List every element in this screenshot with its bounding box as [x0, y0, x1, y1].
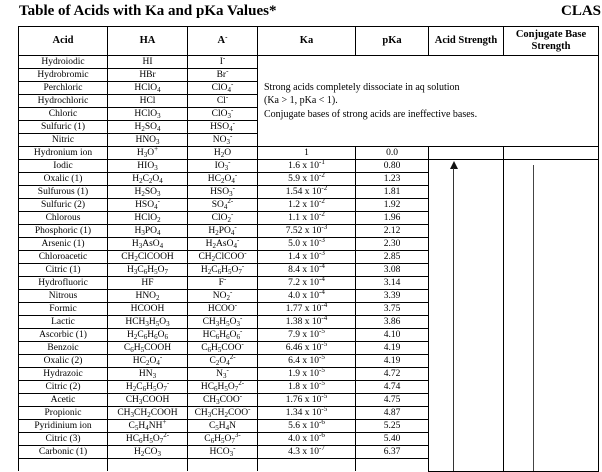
a-formula-cell: $CH_3H_5O_3^-$ — [188, 316, 258, 329]
a-formula-cell: $H_2O$ — [188, 147, 258, 160]
ka-value-cell: 1.34 x $10^{-5}$ — [258, 407, 356, 420]
col-header-a: A- — [188, 27, 258, 56]
ka-value-cell: 7.9 x $10^{-5}$ — [258, 329, 356, 342]
ha-formula-cell: $HNO_3$ — [108, 134, 188, 147]
ha-formula-cell: $HNO_2$ — [108, 290, 188, 303]
ka-value-cell: 1.76 x $10^{-5}$ — [258, 394, 356, 407]
pka-value-cell: 3.08 — [356, 264, 429, 277]
a-formula-cell: $IO_3^-$ — [188, 160, 258, 173]
ha-formula-cell: $C_5H_4NH^+$ — [108, 420, 188, 433]
pka-value-cell: 1.96 — [356, 212, 429, 225]
header-row — [19, 27, 599, 56]
ha-formula-cell: HClO$_3$ — [108, 108, 188, 121]
acid-name-cell: Propionic — [19, 407, 108, 420]
a-formula-cell: ClO$_3$- — [188, 108, 258, 121]
ha-formula-cell: $HCH_3H_5O_3$ — [108, 316, 188, 329]
ha-formula-cell: $H_3O^+$ — [108, 147, 188, 160]
acid-name-cell: Hydronium ion — [19, 147, 108, 160]
acid-name-cell: Sulfuric (1) — [19, 121, 108, 134]
acid-name-cell: Hydrobromic — [19, 69, 108, 82]
acid-name-cell: Citric (2) — [19, 381, 108, 394]
a-formula-cell: I- — [188, 56, 258, 69]
ka-value-cell: 6.4 x $10^{-5}$ — [258, 355, 356, 368]
acid-name-cell: Formic — [19, 303, 108, 316]
ha-formula-cell: $H_3C_6H_5O_7$ — [108, 264, 188, 277]
acid-name-cell: Nitrous — [19, 290, 108, 303]
a-formula-cell: $HSO_3^-$ — [188, 186, 258, 199]
ha-formula-cell: $HC_6H_5O_7^{2-}$ — [108, 433, 188, 446]
ka-value-cell: 1.2 x $10^{-2}$ — [258, 199, 356, 212]
pka-value-cell: 3.39 — [356, 290, 429, 303]
ha-formula-cell: HI — [108, 56, 188, 69]
table-row — [19, 160, 599, 173]
acid-name-cell: Carbonic (1) — [19, 446, 108, 459]
a-formula-cell: $NO_2^-$ — [188, 290, 258, 303]
pka-value-cell: 4.74 — [356, 381, 429, 394]
a-formula-cell: $C_6H_5O_7^{3-}$ — [188, 433, 258, 446]
a-formula-cell: $HC_6H_5O_7^{2-}$ — [188, 381, 258, 394]
strong-acid-note-line3: Conjugate bases of strong acids are ineffective bases. — [264, 108, 478, 120]
ka-value-cell: 1.77 x $10^{-4}$ — [258, 303, 356, 316]
ka-value-cell: 7.52 x $10^{-3}$ — [258, 225, 356, 238]
acid-name-cell: Sulfuric (2) — [19, 199, 108, 212]
acid-name-cell: Nitric — [19, 134, 108, 147]
ka-value-cell: 4.0 x $10^{-6}$ — [258, 433, 356, 446]
a-formula-cell: $H_2PO_4^-$ — [188, 225, 258, 238]
pka-value-cell: 3.14 — [356, 277, 429, 290]
acid-name-cell: Benzoic — [19, 342, 108, 355]
conjugate-base-empty-cell — [504, 147, 599, 160]
ka-value-cell: 8.4 x $10^{-4}$ — [258, 264, 356, 277]
pka-value-cell: 1.81 — [356, 186, 429, 199]
table-row — [19, 147, 599, 160]
a-formula-cell: $NO_3^-$ — [188, 134, 258, 147]
a-formula-cell: $SO_4^{2-}$ — [188, 199, 258, 212]
acid-name-cell: Hydrochloric — [19, 95, 108, 108]
a-formula-cell: $CH_2ClCOO^-$ — [188, 251, 258, 264]
ha-formula-cell: $C_6H_5COOH$ — [108, 342, 188, 355]
ha-formula-cell: HBr — [108, 69, 188, 82]
ha-formula-cell: $CH_3CH_2COOH$ — [108, 407, 188, 420]
ka-value-cell: 1.54 x $10^{-2}$ — [258, 186, 356, 199]
acid-name-cell: Sulfurous (1) — [19, 186, 108, 199]
a-formula-cell: ClO$_4$- — [188, 82, 258, 95]
a-formula-cell: $HC_6H_6O_6^-$ — [188, 329, 258, 342]
strong-acid-note-line1: Strong acids completely dissociate in aq solution — [264, 82, 460, 94]
ka-value-cell: 1.9 x $10^{-5}$ — [258, 368, 356, 381]
ka-value-cell: 5.0 x $10^{-3}$ — [258, 238, 356, 251]
ha-formula-cell: HCOOH — [108, 303, 188, 316]
a-formula-cell: $HCO_3^-$ — [188, 446, 258, 459]
conjugate-base-strength-line — [533, 165, 534, 471]
acid-name-cell: Acetic — [19, 394, 108, 407]
a-formula-cell: F- — [188, 277, 258, 290]
pka-value-cell: 2.12 — [356, 225, 429, 238]
pka-value-cell: 4.75 — [356, 394, 429, 407]
acid-name-cell: Phosphoric (1) — [19, 225, 108, 238]
col-header-ka: Ka — [258, 27, 356, 56]
pka-value-cell: 5.25 — [356, 420, 429, 433]
a-formula-cell: $C_5H_4N$ — [188, 420, 258, 433]
ka-value-cell: 5.9 x $10^{-2}$ — [258, 173, 356, 186]
ha-formula-cell: HClO$_4$ — [108, 82, 188, 95]
ka-value-cell: 1 — [258, 147, 356, 160]
acid-name-cell: Pyridinium ion — [19, 420, 108, 433]
ha-formula-cell: $HN_3$ — [108, 368, 188, 381]
ka-value-cell: 1.8 x $10^{-5}$ — [258, 381, 356, 394]
acid-name-cell: Perchloric — [19, 82, 108, 95]
strong-acid-note-line2: (Ka > 1, pKa < 1). — [264, 95, 338, 107]
a-formula-cell: Br- — [188, 69, 258, 82]
ha-formula-cell: HF — [108, 277, 188, 290]
pka-value-cell: 1.92 — [356, 199, 429, 212]
ka-value-cell: 1.1 x $10^{-2}$ — [258, 212, 356, 225]
conjugate-base-strength-column — [504, 160, 599, 472]
ha-formula-cell: $H_3PO_4$ — [108, 225, 188, 238]
pka-value-cell: 1.23 — [356, 173, 429, 186]
ha-formula-cell: $H_3AsO_4$ — [108, 238, 188, 251]
ha-formula-cell: $H_2SO_3$ — [108, 186, 188, 199]
strong-acid-note — [258, 56, 599, 147]
col-header-pka: pKa — [356, 27, 429, 56]
ha-formula-cell: HClO$_2$ — [108, 212, 188, 225]
col-header-conjugate-base-strength: Conjugate Base Strength — [504, 27, 599, 56]
acid-name-cell: Hydrazoic — [19, 368, 108, 381]
page-title: Table of Acids with Ka and pKa Values* — [19, 3, 277, 19]
acid-name-cell: Iodic — [19, 160, 108, 173]
a-formula-cell: $CH_3CH_2COO^-$ — [188, 407, 258, 420]
table-row — [19, 56, 599, 69]
acid-name-cell: Chloroacetic — [19, 251, 108, 264]
ha-formula-cell: $HIO_3$ — [108, 160, 188, 173]
ha-formula-cell: HCl — [108, 95, 188, 108]
col-header-acid: Acid — [19, 27, 108, 56]
corner-label: CLAS — [560, 3, 601, 19]
pka-value-cell: 3.75 — [356, 303, 429, 316]
a-formula-cell: $H_2AsO_4^-$ — [188, 238, 258, 251]
acid-strength-empty-cell — [429, 147, 504, 160]
a-formula-cell: $C_6H_5COO^-$ — [188, 342, 258, 355]
a-formula-cell: Cl- — [188, 95, 258, 108]
pka-value-cell: 2.30 — [356, 238, 429, 251]
ha-formula-cell: $H_2SO_4$ — [108, 121, 188, 134]
ha-formula-cell: $CH_2ClCOOH$ — [108, 251, 188, 264]
acid-strength-column — [429, 160, 504, 472]
ka-value-cell: 4.0 x $10^{-4}$ — [258, 290, 356, 303]
acids-table — [18, 26, 599, 472]
ha-formula-cell: $HC_2O_4^-$ — [108, 355, 188, 368]
ka-value-cell: 1.6 x $10^{-1}$ — [258, 160, 356, 173]
a-formula-cell: $H_2C_6H_5O_7^-$ — [188, 264, 258, 277]
pka-value-cell: 3.86 — [356, 316, 429, 329]
pka-value-cell: 6.37 — [356, 446, 429, 459]
acid-name-cell: Citric (3) — [19, 433, 108, 446]
ka-value-cell: 7.2 x $10^{-4}$ — [258, 277, 356, 290]
acid-name-cell: Arsenic (1) — [19, 238, 108, 251]
pka-value-cell: 4.10 — [356, 329, 429, 342]
a-formula-cell: HCOO- — [188, 303, 258, 316]
ha-formula-cell: $HSO_4^-$ — [108, 199, 188, 212]
pka-value-cell: 0.0 — [356, 147, 429, 160]
a-formula-cell: $CH_3COO^-$ — [188, 394, 258, 407]
acid-name-cell: Citric (1) — [19, 264, 108, 277]
a-formula-cell: $N_3^-$ — [188, 368, 258, 381]
ha-formula-cell: $H_2C_6H_5O_7^-$ — [108, 381, 188, 394]
ha-formula-cell: $H_2C_2O_4$ — [108, 173, 188, 186]
acid-name-cell: Lactic — [19, 316, 108, 329]
a-formula-cell: ClO$_2$- — [188, 212, 258, 225]
ha-formula-cell: $H_2C_6H_6O_6$ — [108, 329, 188, 342]
acid-name-cell: Oxalic (2) — [19, 355, 108, 368]
a-formula-cell: $C_2O_4^{2-}$ — [188, 355, 258, 368]
ka-value-cell: 1.4 x $10^{-3}$ — [258, 251, 356, 264]
ha-formula-cell: $H_2CO_3$ — [108, 446, 188, 459]
acid-name-cell: Chloric — [19, 108, 108, 121]
acid-strength-arrow-line — [453, 168, 454, 471]
pka-value-cell: 0.80 — [356, 160, 429, 173]
pka-value-cell: 4.72 — [356, 368, 429, 381]
pka-value-cell: 4.87 — [356, 407, 429, 420]
ka-value-cell: 6.46 x $10^{-5}$ — [258, 342, 356, 355]
ka-value-cell: 5.6 x $10^{-6}$ — [258, 420, 356, 433]
acid-name-cell: Ascorbic (1) — [19, 329, 108, 342]
pka-value-cell: 2.85 — [356, 251, 429, 264]
acid-name-cell: Hydrofluoric — [19, 277, 108, 290]
col-header-acid-strength: Acid Strength — [429, 27, 504, 56]
a-formula-cell: $HSO_4^-$ — [188, 121, 258, 134]
pka-value-cell: 5.40 — [356, 433, 429, 446]
pka-value-cell: 4.19 — [356, 355, 429, 368]
acid-name-cell: Chlorous — [19, 212, 108, 225]
pka-value-cell: 4.19 — [356, 342, 429, 355]
ka-value-cell: 4.3 x $10^{-7}$ — [258, 446, 356, 459]
ha-formula-cell: $CH_3COOH$ — [108, 394, 188, 407]
acid-name-cell: Oxalic (1) — [19, 173, 108, 186]
a-formula-cell: $HC_2O_4^-$ — [188, 173, 258, 186]
ka-value-cell: 1.38 x $10^{-4}$ — [258, 316, 356, 329]
acid-name-cell: Hydroiodic — [19, 56, 108, 69]
col-header-ha: HA — [108, 27, 188, 56]
